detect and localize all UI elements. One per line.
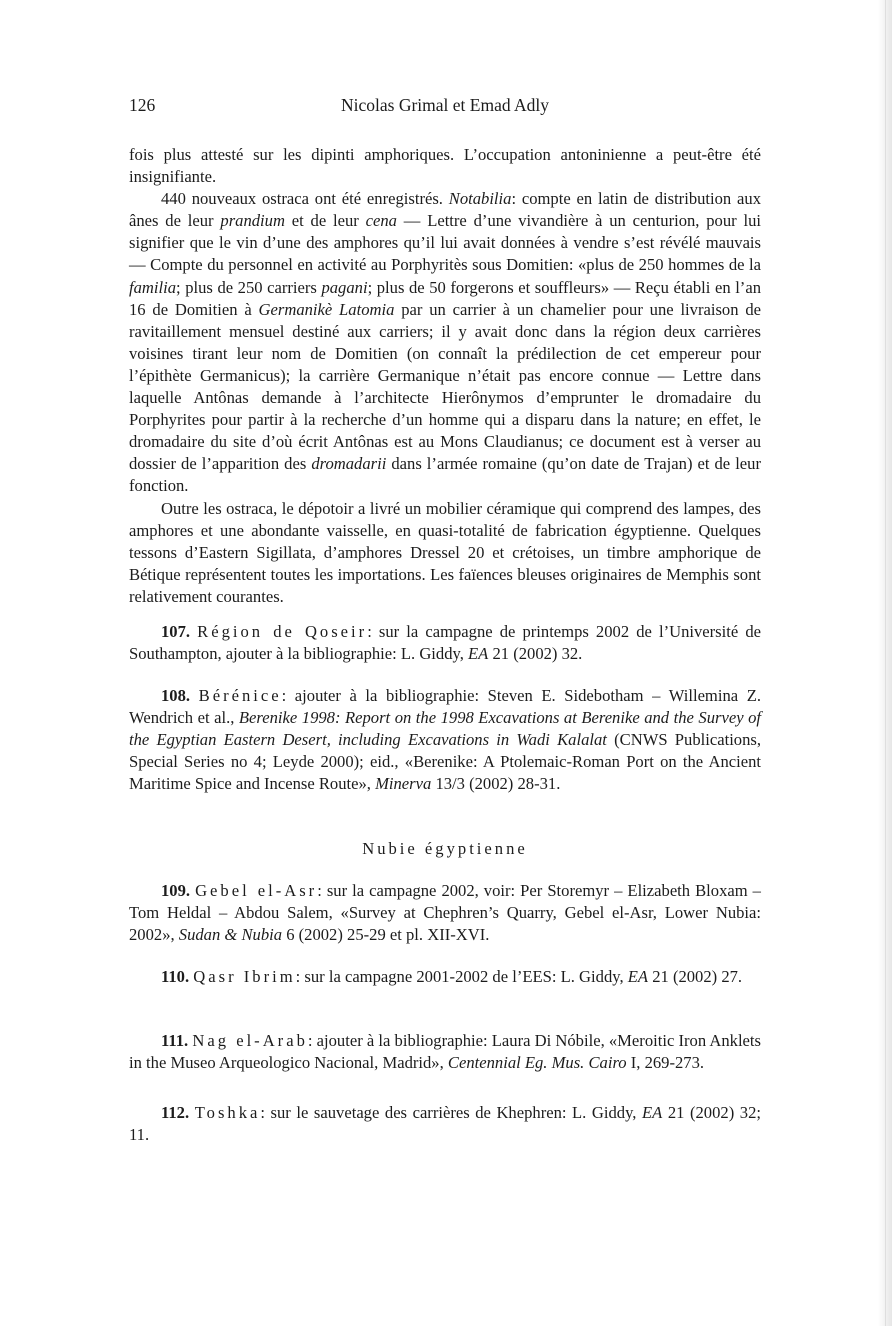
entry-text: 107. Région de Qoseir: sur la campagne de printemps 2002 de l’Université de Southampton, ajouter à la bibliographie: L. Giddy, EA 21 (2002) 32.	[129, 622, 761, 664]
entry-number: 112.	[161, 1103, 190, 1122]
entry-text: 108. Bérénice: ajouter à la bibliographie: Steven E. Sidebotham – Willemina Z. Wendrich et al., Berenike 1998: Report on the 1998 Excavations at Berenike and the Survey of the Egyptian Eastern Desert, including Excavations in Wadi Kalalat (CNWS Publications, Special Series no 4; Leyde 2000); eid., «Berenike: A Ptolemaic-Roman Port on the Ancient Maritime Spice and Incense Route», Minerva 13/3 (2002) 28-31.	[129, 686, 761, 794]
entry-title: Qasr Ibrim	[193, 967, 296, 986]
entry-title: Région de Qoseir	[197, 622, 368, 641]
intro-block	[129, 144, 761, 608]
entry-number: 107.	[161, 622, 191, 641]
entry-text: 112. Toshka: sur le sauvetage des carrières de Khephren: L. Giddy, EA 21 (2002) 32; 11.	[129, 1103, 761, 1145]
entry-109	[129, 880, 761, 946]
page-edge-line	[885, 0, 886, 1326]
page-header	[129, 92, 761, 118]
entry-title: Gebel el-Asr	[195, 881, 318, 900]
entry-112	[129, 1102, 761, 1146]
paragraph-continuation: fois plus attesté sur les dipinti amphoriques. L’occupation antoninienne a peut-être été insignifiante.	[129, 145, 761, 187]
entry-number: 111.	[161, 1031, 189, 1050]
entry-107	[129, 621, 761, 665]
page-number: 126	[129, 95, 156, 115]
entry-number: 109.	[161, 881, 191, 900]
entry-text: 109. Gebel el-Asr: sur la campagne 2002, voir: Per Storemyr – Elizabeth Bloxam – Tom Heldal – Abdou Salem, «Survey at Chephren’s Quarry, Gebel el-Asr, Lower Nubia: 2002», Sudan & Nubia 6 (2002) 25-29 et pl. XII-XVI.	[129, 881, 761, 945]
entry-title: Nag el-Arab	[192, 1031, 308, 1050]
entry-text: 111. Nag el-Arab: ajouter à la bibliographie: Laura Di Nóbile, «Meroitic Iron Anklets in the Museo Arqueologico Nacional, Madrid», Centennial Eg. Mus. Cairo I, 269-273.	[129, 1031, 761, 1073]
paragraph-ceramics: Outre les ostraca, le dépotoir a livré un mobilier céramique qui comprend des lampes, des amphores et une abondante vaisselle, en quasi-totalité de fabrication égyptienne. Quelques tessons d’Eastern Sigillata, d’amphores Dressel 20 et crétoises, un timbre amphorique de Bétique représentent toutes les importations. Les faïences bleuses originaires de Memphis sont relativement courantes.	[129, 498, 761, 606]
running-head: Nicolas Grimal et Emad Adly	[340, 95, 549, 115]
entry-number: 108.	[161, 686, 191, 705]
entry-text: 110. Qasr Ibrim: sur la campagne 2001-2002 de l’EES: L. Giddy, EA 21 (2002) 27.	[161, 967, 743, 986]
entry-110	[129, 966, 761, 988]
entry-title: Bérénice	[198, 686, 282, 705]
paragraph-ostraca: 440 nouveaux ostraca ont été enregistrés. Notabilia: compte en latin de distribution aux ânes de leur prandium et de leur cena — Lettre d’une vivandière à un centurion, pour lui signifier que le vin d’une des amphores qu’il lui avait données à vendre s’est révélé mauvais — Compte du personnel en activité au Porphyritès sous Domitien: «plus de 250 hommes de la familia; plus de 250 carriers pagani; plus de 50 forgerons et souffleurs» — Reçu établi en l’an 16 de Domitien à Germanikè Latomia par un carrier à un chamelier pour une livraison de ravitaillement mensuel destiné aux carriers; il y avait donc dans la région deux carrières voisines tirant leur nom de Domitien (on connaît la prédilection de cet empereur pour l’épithète Germanicus); la carrière Germanique n’était pas encore connue — Lettre dans laquelle Antônas demande à l’architecte Hierônymos d’emprunter le dromadaire du Porphyrites pour partir à la recherche d’un homme qui a disparu dans la nature; en effet, le dromadaire du site d’où écrit Antônas est au Mons Claudianus; ce document est à verser au dossier de l’apparition des dromadarii dans l’armée romaine (qu’on date de Trajan) et de leur fonction.	[129, 189, 762, 496]
entry-111	[129, 1030, 761, 1074]
section-heading: Nubie égyptienne	[362, 839, 528, 858]
entry-title: Toshka	[194, 1103, 261, 1122]
entry-number: 110.	[161, 967, 190, 986]
entry-108	[129, 685, 761, 795]
